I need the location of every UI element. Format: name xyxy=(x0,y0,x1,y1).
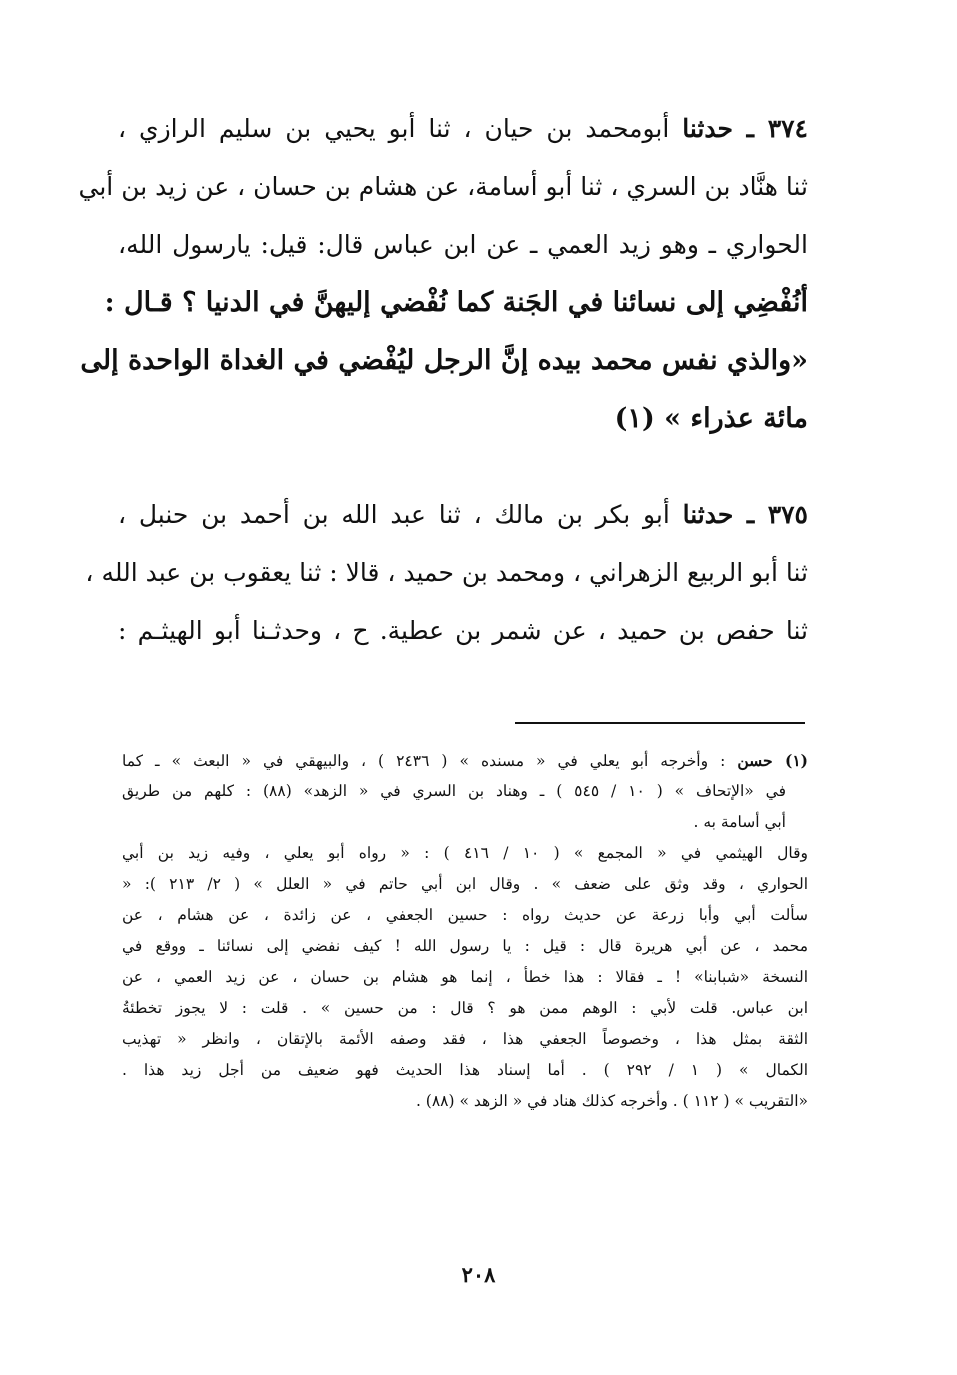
footnote-line: في «الإتحاف » ( ١٠ / ٥٤٥ ) ـ وهناد بن السري في « الزهد» (٨٨) : كلهم من طريق xyxy=(122,782,786,800)
text-line: ثنا حفص بن حميد ، عن شمر بن عطية. ح ، وحدثـنا أبو الهيثـم : xyxy=(118,616,808,645)
footnote-divider xyxy=(515,722,805,724)
hadith-374 xyxy=(78,100,808,448)
paragraph-gap xyxy=(118,448,808,486)
footnote-line: الحواري ، وقد وثق على ضعف » . وقال ابن أبي حاتم في « العلل » ( ٢/ ٢١٣ ): « xyxy=(122,875,809,893)
footnote-line: الكمال » ( ١ / ٢٩٢ ) . أما إسناد هذا الحديث فهو ضعيف من أجل زيد هذا . xyxy=(122,1061,808,1079)
hadith-number: ٣٧٤ ـ حدثنا xyxy=(682,114,808,143)
text-line: مائة عذراء » (١) xyxy=(614,403,808,434)
text-line: الحواري ـ وهو زيد العمي ـ عن ابن عباس قال: قيل: يارسول الله، xyxy=(118,230,808,259)
text-line: ٣٧٥ ـ حدثنا أبو بكر بن مالك ، ثنا عبد الله بن أحمد بن حنبل ، xyxy=(118,500,808,529)
footnote-line: أبي أسامة به . xyxy=(693,813,786,831)
text-line: ثنا هنَّاد بن السري ، ثنا أبو أسامة، عن هشام بن حسان ، عن زيد بن أبي xyxy=(78,172,808,201)
footnote-marker: (١) حسن xyxy=(737,751,808,770)
hadith-375 xyxy=(85,486,808,660)
footnote-line: (١) حسن : وأخرجه أبو يعلي في « مسنده » ( ٢٤٣٦ ) ، والبيهقي في « البعث » ـ كما xyxy=(122,751,808,770)
footnote-line: سألت أبي وأبا زرعة عن حديث رواه : حسين الجعفي ، عن زائدة ، عن هشام ، عن xyxy=(122,906,808,924)
main-text xyxy=(78,100,808,660)
text-line: ٣٧٤ ـ حدثنا أبومحمد بن حيان ، ثنا أبو يحيي بن سليم الرازي ، xyxy=(118,114,808,143)
footnote-line: الثقة بمثل هذا ، وخصوصاً الجعفي هذا ، فقد وصفه الأئمة بالإتقان ، وانظر « تهذيب xyxy=(122,1030,808,1048)
footnote-line: وقال الهيثمي في « المجمع » ( ١٠ / ٤١٦ ) : « رواه أبو يعلي ، وفيه زيد بن أبي xyxy=(122,844,808,862)
text-line: «والذي نفس محمد بيده إنَّ الرجل ليُفْضي في الغداة الواحدة إلى xyxy=(80,345,808,376)
footnote-line: «التقريب » ( ١١٢ ) . وأخرجه كذلك هناد في « الزهد » (٨٨) . xyxy=(415,1092,808,1110)
hadith-number: ٣٧٥ ـ حدثنا xyxy=(682,500,808,529)
footnote-line: النسخة «شبابنا» ! ـ فقالا : هذا خطأ ، إنما هو هشام بن حسان ، عن زيد العمي ، عن xyxy=(122,968,808,986)
footnote-line: ابن عباس. قلت لأبي : الوهم ممن هو ؟ قال : من حسين » . قلت : لا يجوز تخطئةُ xyxy=(122,999,808,1017)
text-line: أنُفْضِي إلى نسائنا في الجَنة كما نُفْضي إليهنَّ في الدنيا ؟ قـال : xyxy=(104,287,808,318)
footnote xyxy=(122,745,808,1117)
page-number: ٢٠٨ xyxy=(461,1262,496,1287)
text-line: ثنا أبو الربيع الزهراني ، ومحمد بن حميد ، قالا : ثنا يعقوب بن عبد الله ، xyxy=(85,558,808,587)
footnote-line: محمد ، عن أبي هريرة قال : قيل : يا رسول الله ! كيف نفضي إلى نسائنا ـ ووقع في xyxy=(122,937,808,955)
